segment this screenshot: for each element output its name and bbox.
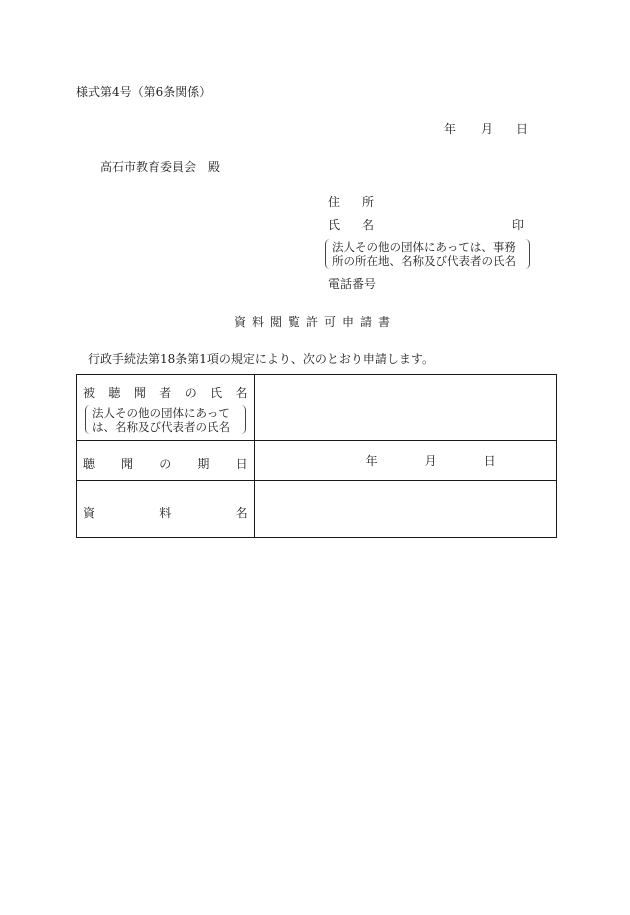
- corporate-note-line-2: 所の所在地、名称及び代表者の氏名: [332, 254, 516, 268]
- form-number: 様式第4号（第6条関係）: [76, 85, 212, 99]
- header-year-label: 年: [444, 122, 457, 136]
- material-name-label: 資 料 名: [83, 506, 248, 520]
- header-day-label: 日: [516, 122, 529, 136]
- phone-label: 電話番号: [328, 277, 377, 291]
- corporate-note-bracket: [325, 239, 530, 269]
- period-label-cell: [77, 441, 255, 481]
- address-label-1: 住: [328, 195, 341, 209]
- table-note-line-1: 法人その他の団体にあって: [92, 406, 230, 420]
- recipient: 高石市教育委員会 殿: [100, 160, 221, 174]
- address-label-2: 所: [362, 195, 375, 209]
- corporate-note-line-1: 法人その他の団体にあっては、事務: [332, 240, 516, 254]
- name-label-2: 名: [362, 218, 375, 232]
- table-row-material: [77, 481, 557, 538]
- preamble-text: 行政手続法第18条第1項の規定により、次のとおり申請します。: [88, 352, 434, 366]
- table-row-period: [77, 441, 557, 481]
- material-label-cell: [77, 481, 255, 538]
- header-month-label: 月: [481, 122, 494, 136]
- period-month-label: 月: [424, 454, 437, 468]
- table-row-name: [77, 375, 557, 441]
- period-day-label: 日: [483, 454, 496, 468]
- hearing-date-label: 聴 聞 の 期 日: [83, 457, 248, 471]
- application-table: [76, 374, 557, 538]
- seal-mark: 印: [512, 218, 525, 232]
- hearing-person-name-label: 被 聴 聞 者 の 氏 名: [83, 386, 248, 400]
- table-corporate-note-bracket: [85, 405, 246, 434]
- document-title: 資料閲覧許可申請書: [233, 315, 396, 329]
- material-name-field[interactable]: [254, 481, 556, 538]
- hearing-date-field[interactable]: [254, 441, 556, 481]
- name-label-1: 氏: [328, 218, 341, 232]
- period-year-label: 年: [365, 454, 378, 468]
- name-label-cell: [77, 375, 255, 441]
- hearing-person-name-field[interactable]: [254, 375, 556, 441]
- table-note-line-2: は、名称及び代表者の氏名: [92, 420, 230, 434]
